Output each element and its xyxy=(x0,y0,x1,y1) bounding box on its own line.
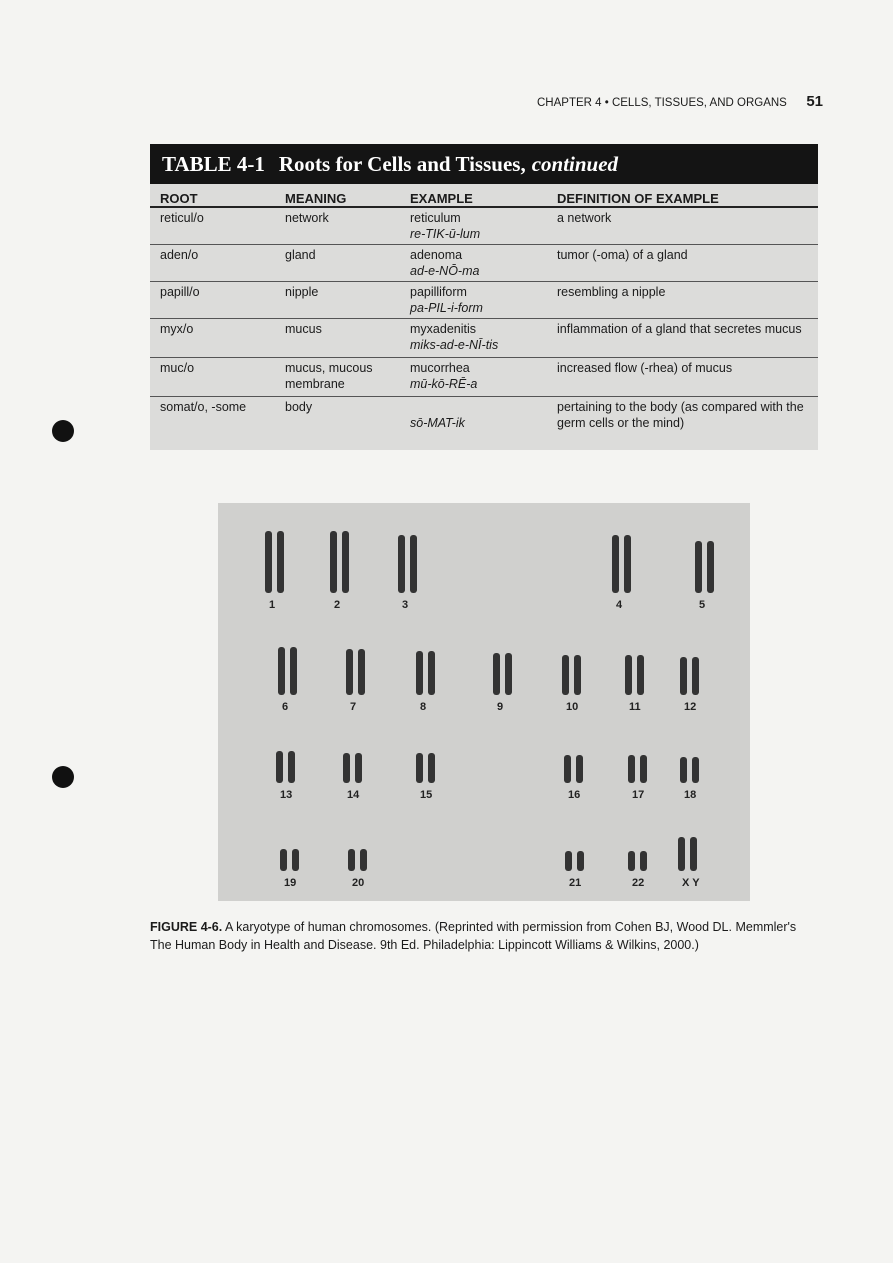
table-continued: continued xyxy=(531,151,619,176)
chromosome xyxy=(574,655,581,695)
binder-hole-top xyxy=(52,420,74,442)
chromosome xyxy=(493,653,500,695)
chromosome-label: 6 xyxy=(282,701,289,713)
table-title-bar xyxy=(150,144,818,184)
cell-root xyxy=(150,284,275,316)
cell-meaning xyxy=(275,247,400,279)
chromosome xyxy=(288,751,295,783)
chromosome-label: 9 xyxy=(497,701,504,713)
chromosome xyxy=(346,649,353,695)
caption-text: A karyotype of human chromosomes. (Reprinted with permission from Cohen BJ, Wood DL. Memmler's The Human Body in Health and Disease. 9th Ed. Philadelphia: Lippincott Williams & Wilkins, 2000.) xyxy=(150,920,797,952)
cell-example-text: adenoma xyxy=(410,248,463,262)
chromosome xyxy=(628,851,635,871)
chromosome xyxy=(692,657,699,695)
cell-definition xyxy=(547,210,818,242)
chromosome xyxy=(290,647,297,695)
cell-example xyxy=(400,399,547,439)
chromosome-label: 19 xyxy=(284,877,297,889)
chromosome-label: 7 xyxy=(350,701,357,713)
chromosome xyxy=(428,651,435,695)
karyotype-figure xyxy=(218,503,750,901)
cell-example-text: mucorrhea xyxy=(410,361,470,375)
chromosome xyxy=(640,851,647,871)
chromosome xyxy=(278,647,285,695)
cell-definition-text: resembling a nipple xyxy=(557,285,666,299)
cell-meaning-text: network xyxy=(285,211,329,225)
cell-root xyxy=(150,399,275,439)
col-definition-header: DEFINITION OF EXAMPLE xyxy=(557,191,719,206)
chromosome xyxy=(280,849,287,871)
table-row xyxy=(150,397,818,441)
binder-hole-bottom xyxy=(52,766,74,788)
figure-caption xyxy=(150,918,820,954)
table-title: Roots for Cells and Tissues, xyxy=(278,151,526,176)
chromosome xyxy=(640,755,647,783)
cell-definition xyxy=(547,399,818,439)
cell-root-text: myx/o xyxy=(160,322,194,336)
chromosome-label: 8 xyxy=(420,701,427,713)
page-number: 51 xyxy=(806,93,823,110)
chromosome-label: 20 xyxy=(352,877,365,889)
cell-root-text: muc/o xyxy=(160,361,195,375)
chromosome xyxy=(277,531,284,593)
cell-example xyxy=(400,210,547,242)
chromosome xyxy=(612,535,619,593)
cell-meaning-text: mucus, mucous membrane xyxy=(285,361,373,391)
cell-definition-text: increased flow (-rhea) of mucus xyxy=(557,361,733,375)
chromosome xyxy=(628,755,635,783)
table-number: TABLE 4-1 xyxy=(162,151,265,176)
cell-root-text: aden/o xyxy=(160,248,199,262)
col-example-header: EXAMPLE xyxy=(410,191,473,206)
table-row xyxy=(150,208,818,245)
chromosome-label: 1 xyxy=(269,599,276,611)
running-title: CHAPTER 4 • CELLS, TISSUES, AND ORGANS xyxy=(537,97,787,109)
chromosome-label: 11 xyxy=(629,701,641,713)
cell-definition-text: a network xyxy=(557,211,612,225)
chromosome-label: 10 xyxy=(566,701,579,713)
chromosome xyxy=(292,849,299,871)
chromosome xyxy=(410,535,417,593)
cell-example xyxy=(400,247,547,279)
chromosome-label: 3 xyxy=(402,599,409,611)
cell-definition-text: tumor (-oma) of a gland xyxy=(557,248,688,262)
pronunciation: pa-PIL-i-form xyxy=(410,301,483,315)
chromosome xyxy=(330,531,337,593)
pronunciation: sō-MAT-ik xyxy=(410,416,465,430)
cell-example-text: papilliform xyxy=(410,285,467,299)
chromosome-label: 18 xyxy=(684,789,697,801)
chromosome-label: 16 xyxy=(568,789,581,801)
chromosome xyxy=(577,851,584,871)
cell-example xyxy=(400,360,547,394)
cell-definition-text: pertaining to the body (as compared with the germ cells or the mind) xyxy=(557,400,804,430)
cell-root xyxy=(150,210,275,242)
chromosome xyxy=(265,531,272,593)
roots-table xyxy=(150,144,818,450)
cell-meaning xyxy=(275,284,400,316)
chromosome xyxy=(624,535,631,593)
chromosome xyxy=(358,649,365,695)
table-row xyxy=(150,245,818,282)
chromosome xyxy=(342,531,349,593)
chromosome xyxy=(276,751,283,783)
chromosome xyxy=(398,535,405,593)
chromosome-label: 22 xyxy=(632,877,645,889)
chromosome-label: 5 xyxy=(699,599,706,611)
chromosome xyxy=(637,655,644,695)
table-row xyxy=(150,282,818,319)
chromosome xyxy=(576,755,583,783)
chromosome xyxy=(565,851,572,871)
chromosome xyxy=(562,655,569,695)
cell-definition xyxy=(547,284,818,316)
chromosome xyxy=(416,753,423,783)
chromosome xyxy=(343,753,350,783)
chromosome xyxy=(680,657,687,695)
cell-definition-text: inflammation of a gland that secretes mucus xyxy=(557,322,802,336)
cell-meaning-text: gland xyxy=(285,248,316,262)
cell-root xyxy=(150,247,275,279)
pronunciation: mū-kō-RĒ-a xyxy=(410,377,478,391)
cell-definition xyxy=(547,321,818,355)
chromosome xyxy=(348,849,355,871)
table-row xyxy=(150,358,818,397)
chromosome-label: 4 xyxy=(616,599,623,611)
pronunciation: miks-ad-e-NĪ-tis xyxy=(410,338,499,352)
chromosome xyxy=(360,849,367,871)
cell-meaning xyxy=(275,210,400,242)
col-meaning-header: MEANING xyxy=(285,191,347,206)
cell-example xyxy=(400,321,547,355)
chromosome xyxy=(690,837,697,871)
chromosome xyxy=(692,757,699,783)
cell-example-text: reticulum xyxy=(410,211,461,225)
chromosome xyxy=(695,541,702,593)
cell-root xyxy=(150,360,275,394)
chromosome-label: 2 xyxy=(334,599,341,611)
cell-meaning xyxy=(275,360,400,394)
chromosome-label: 17 xyxy=(632,789,645,801)
cell-meaning xyxy=(275,399,400,439)
chromosome xyxy=(355,753,362,783)
table-header-row xyxy=(150,184,818,208)
cell-meaning xyxy=(275,321,400,355)
col-root-header: ROOT xyxy=(160,191,198,206)
cell-root-text: reticul/o xyxy=(160,211,204,225)
cell-root-text: somat/o, -some xyxy=(160,400,247,414)
page-header xyxy=(537,93,823,110)
cell-root xyxy=(150,321,275,355)
chromosome-label: 13 xyxy=(280,789,293,801)
chromosome xyxy=(505,653,512,695)
cell-example xyxy=(400,284,547,316)
cell-root-text: papill/o xyxy=(160,285,200,299)
chromosome-label: 12 xyxy=(684,701,697,713)
chromosome xyxy=(625,655,632,695)
table-row xyxy=(150,319,818,358)
pronunciation: re-TIK-ū-lum xyxy=(410,227,481,241)
caption-label: FIGURE 4-6. xyxy=(150,920,223,934)
pronunciation: ad-e-NŌ-ma xyxy=(410,264,480,278)
chromosome xyxy=(416,651,423,695)
cell-meaning-text: body xyxy=(285,400,313,414)
chromosome xyxy=(707,541,714,593)
chromosome xyxy=(680,757,687,783)
chromosome-label: 15 xyxy=(420,789,433,801)
chromosome-label: 21 xyxy=(569,877,582,889)
chromosome-label: X Y xyxy=(682,877,700,889)
chromosome xyxy=(428,753,435,783)
chromosome xyxy=(678,837,685,871)
cell-meaning-text: nipple xyxy=(285,285,319,299)
chromosome-label: 14 xyxy=(347,789,360,801)
cell-meaning-text: mucus xyxy=(285,322,322,336)
cell-definition xyxy=(547,360,818,394)
cell-example-text: myxadenitis xyxy=(410,322,476,336)
cell-definition xyxy=(547,247,818,279)
chromosome xyxy=(564,755,571,783)
